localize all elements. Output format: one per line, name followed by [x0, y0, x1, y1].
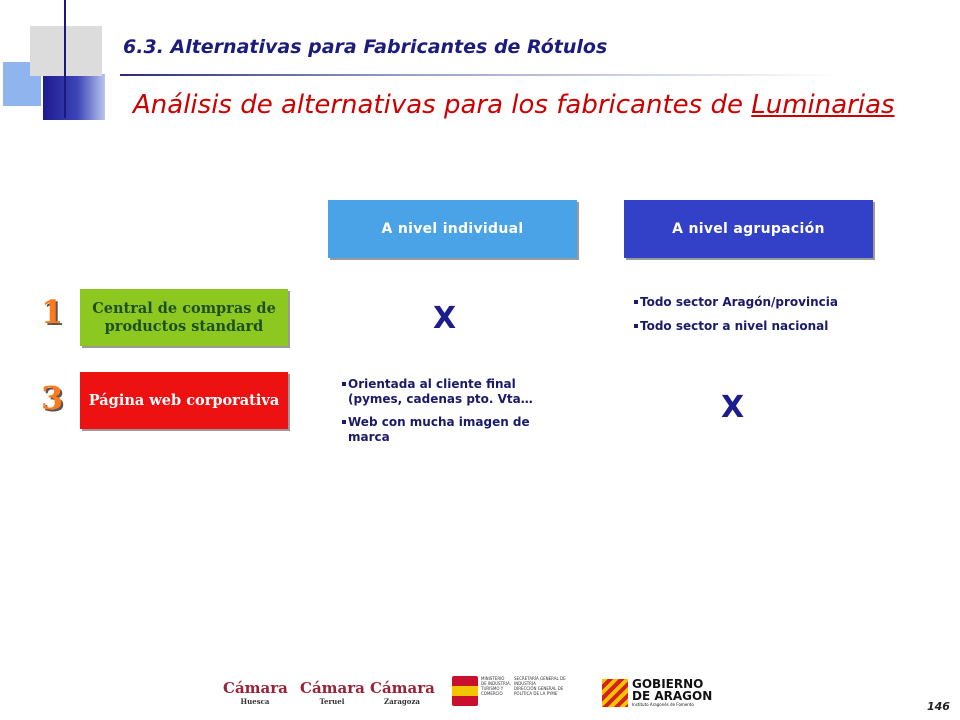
- column-header-agrupacion: A nivel agrupación: [624, 200, 873, 258]
- gobierno-line: GOBIERNO: [632, 677, 704, 691]
- secretaria-line: POLÍTICA DE LA PYME: [514, 691, 558, 696]
- bullet-item: Todo sector Aragón/provincia: [634, 295, 904, 310]
- ministerio-line: MINISTERIO: [481, 676, 505, 681]
- coat-of-arms-icon: [452, 676, 478, 706]
- row1-individual-mark: X: [433, 301, 457, 336]
- slide-subtitle: [133, 90, 895, 120]
- camara-logo-city: Zaragoza: [384, 697, 420, 706]
- secretaria-line: DIRECCIÓN GENERAL DE: [514, 686, 564, 691]
- secretaria-line: SECRETARÍA GENERAL DE: [514, 676, 566, 681]
- aragon-flag-icon: [602, 679, 628, 707]
- subtitle-underlined: Luminarias: [751, 90, 895, 120]
- decor-horizontal-line: [120, 74, 840, 76]
- decor-block-gray: [30, 26, 102, 76]
- camara-huesca-logo: [223, 681, 287, 705]
- row-label-pagina-web: Página web corporativa: [80, 372, 288, 429]
- section-title: 6.3. Alternativas para Fabricantes de Rótulos: [123, 36, 608, 58]
- ministerio-line: TURISMO Y: [481, 686, 504, 691]
- row1-agrupacion-bullets: [634, 295, 904, 343]
- decor-block-dark-blue: [43, 74, 105, 120]
- secretaria-line: INDUSTRIA: [514, 681, 536, 686]
- camara-teruel-logo: [300, 681, 364, 705]
- subtitle-main: Análisis de alternativas para los fabricantes de: [133, 90, 752, 120]
- gobierno-name: [632, 678, 712, 708]
- column-header-individual: A nivel individual: [328, 200, 577, 258]
- secretaria-name: [514, 676, 566, 710]
- page-number: 146: [927, 700, 950, 713]
- ministerio-line: COMERCIO: [481, 691, 503, 696]
- camara-logo-name: Cámara: [223, 679, 288, 697]
- ministerio-logo: [452, 676, 586, 710]
- row-number-1: 1: [41, 293, 64, 331]
- bullet-item: Todo sector a nivel nacional: [634, 319, 904, 334]
- camara-logo-city: Huesca: [240, 697, 270, 706]
- camara-logo-name: Cámara: [300, 679, 365, 697]
- row-number-3: 3: [41, 379, 64, 417]
- row3-agrupacion-mark: X: [721, 390, 745, 425]
- gobierno-subtitle: Instituto Aragonés de Fomento: [632, 702, 694, 707]
- decor-vertical-line: [64, 0, 66, 118]
- camara-logo-name: Cámara: [370, 679, 435, 697]
- camara-logo-city: Teruel: [319, 697, 345, 706]
- row3-individual-bullets: [342, 377, 564, 453]
- row-label-central-compras: Central de compras de productos standard: [80, 289, 288, 346]
- bullet-item: Orientada al cliente final (pymes, cadenas pto. Vta…: [342, 377, 564, 407]
- bullet-item: Web con mucha imagen de marca: [342, 415, 564, 445]
- gobierno-line: DE ARAGON: [632, 689, 713, 703]
- gobierno-aragon-logo: [602, 674, 718, 712]
- camara-zaragoza-logo: [370, 681, 434, 705]
- ministerio-line: DE INDUSTRIA,: [481, 681, 512, 686]
- ministerio-name: [481, 676, 511, 710]
